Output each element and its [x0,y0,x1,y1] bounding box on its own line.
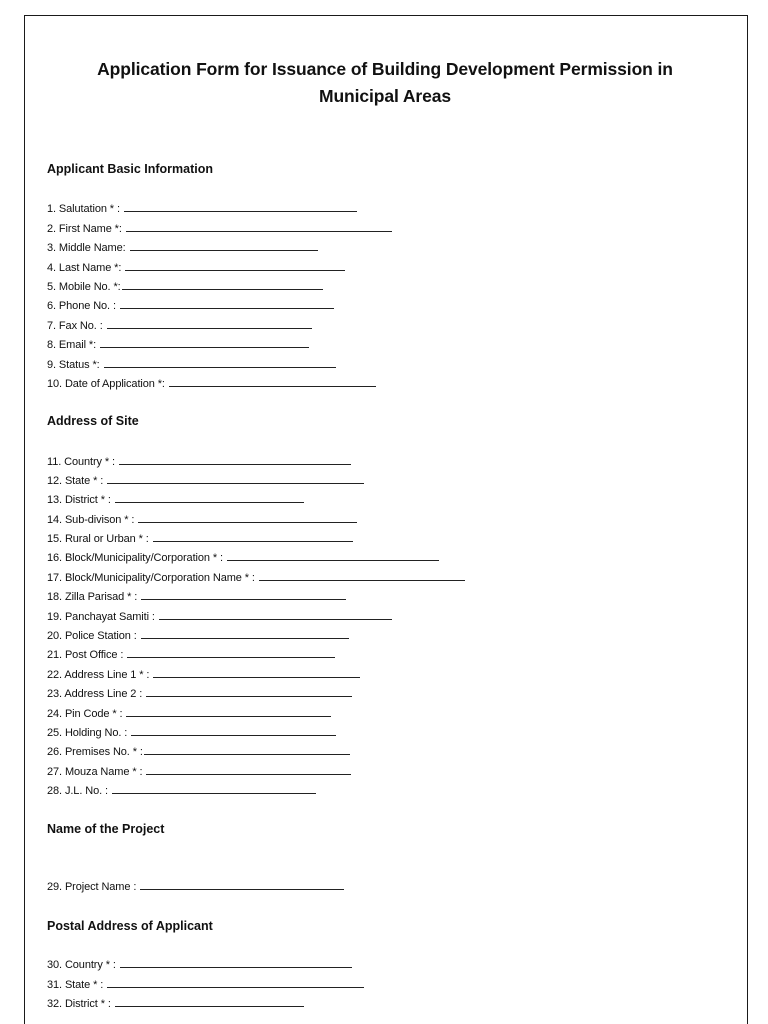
panchayat-samiti-input-line[interactable] [159,609,392,620]
field-sub-division [47,512,357,527]
field-police-station [47,628,349,643]
field-label: 22. Address Line 1 * : [47,669,150,681]
block-municipality-corporation-input-line[interactable] [227,550,439,561]
field-label: 2. First Name *: [47,223,122,235]
field-label: 4. Last Name *: [47,262,122,274]
field-last-name [47,260,345,275]
field-label: 10. Date of Application *: [47,378,165,390]
sub-division-input-line[interactable] [138,512,357,523]
form-title: Application Form for Issuance of Building Development Permission in Municipal Areas [97,59,673,106]
mobile-no-input-line[interactable] [122,279,323,290]
field-email [47,337,309,352]
field-block-municipality-corporation-name [47,570,465,585]
postal-district-input-line[interactable] [115,996,304,1007]
field-label: 1. Salutation * : [47,203,120,215]
field-label: 3. Middle Name: [47,242,126,254]
site-country-input-line[interactable] [119,454,351,465]
field-block-municipality-corporation [47,550,439,565]
section-heading-address-of-site: Address of Site [47,414,139,428]
section-heading-applicant-basic-information: Applicant Basic Information [47,162,213,176]
pin-code-input-line[interactable] [126,706,331,717]
field-label: 9. Status *: [47,359,100,371]
field-postal-state [47,977,364,992]
field-rural-or-urban [47,531,353,546]
salutation-input-line[interactable] [124,201,357,212]
field-label: 16. Block/Municipality/Corporation * : [47,552,223,564]
field-address-line-2 [47,686,352,701]
first-name-input-line[interactable] [126,221,392,232]
field-first-name [47,221,392,236]
field-salutation [47,201,357,216]
postal-country-input-line[interactable] [120,957,352,968]
field-address-line-1 [47,667,360,682]
field-label: 8. Email *: [47,339,97,351]
field-panchayat-samiti [47,609,392,624]
zilla-parisad-input-line[interactable] [141,589,346,600]
field-label: 21. Post Office : [47,649,124,661]
field-label: 27. Mouza Name * : [47,766,143,778]
field-label: 17. Block/Municipality/Corporation Name * : [47,572,255,584]
last-name-input-line[interactable] [125,260,345,271]
field-fax-no [47,318,312,333]
field-mobile-no [47,279,323,294]
field-label: 24. Pin Code * : [47,708,123,720]
premises-no-input-line[interactable] [144,744,350,755]
jl-no-input-line[interactable] [112,783,316,794]
field-mouza-name [47,764,351,779]
police-station-input-line[interactable] [141,628,349,639]
email-input-line[interactable] [100,337,309,348]
field-project-name [47,879,344,894]
field-label: 32. District * : [47,998,111,1010]
block-municipality-corporation-name-input-line[interactable] [259,570,465,581]
field-jl-no [47,783,316,798]
field-label: 26. Premises No. * : [47,746,143,758]
field-label: 29. Project Name : [47,881,137,893]
field-site-country [47,454,351,469]
field-date-of-application [47,376,376,391]
field-label: 30. Country * : [47,959,116,971]
middle-name-input-line[interactable] [130,240,318,251]
postal-state-input-line[interactable] [107,977,364,988]
field-post-office [47,647,335,662]
field-label: 7. Fax No. : [47,320,103,332]
field-label: 25. Holding No. : [47,727,128,739]
field-zilla-parisad [47,589,346,604]
form-page [24,15,748,1024]
field-label: 28. J.L. No. : [47,785,108,797]
address-line-1-input-line[interactable] [153,667,360,678]
field-label: 20. Police Station : [47,630,137,642]
field-postal-district [47,996,304,1011]
field-label: 11. Country * : [47,456,115,468]
field-site-state [47,473,364,488]
field-phone-no [47,298,334,313]
site-state-input-line[interactable] [107,473,364,484]
field-label: 15. Rural or Urban * : [47,533,149,545]
field-holding-no [47,725,336,740]
field-middle-name [47,240,318,255]
status-input-line[interactable] [104,357,336,368]
field-label: 23. Address Line 2 : [47,688,143,700]
address-line-2-input-line[interactable] [146,686,352,697]
post-office-input-line[interactable] [127,647,335,658]
field-label: 13. District * : [47,494,111,506]
field-site-district [47,492,304,507]
date-of-application-input-line[interactable] [169,376,376,387]
field-status [47,357,336,372]
holding-no-input-line[interactable] [131,725,336,736]
field-label: 14. Sub-divison * : [47,514,135,526]
phone-no-input-line[interactable] [120,298,334,309]
section-heading-postal-address-of-applicant: Postal Address of Applicant [47,919,213,933]
site-district-input-line[interactable] [115,492,304,503]
section-heading-name-of-the-project: Name of the Project [47,822,165,836]
field-postal-country [47,957,352,972]
field-label: 18. Zilla Parisad * : [47,591,138,603]
fax-no-input-line[interactable] [107,318,312,329]
field-pin-code [47,706,331,721]
rural-or-urban-input-line[interactable] [153,531,353,542]
field-label: 6. Phone No. : [47,300,116,312]
project-name-input-line[interactable] [140,879,344,890]
field-label: 31. State * : [47,979,104,991]
field-label: 5. Mobile No. *: [47,281,121,293]
field-premises-no [47,744,350,759]
field-label: 12. State * : [47,475,104,487]
mouza-name-input-line[interactable] [146,764,351,775]
field-label: 19. Panchayat Samiti : [47,611,155,623]
